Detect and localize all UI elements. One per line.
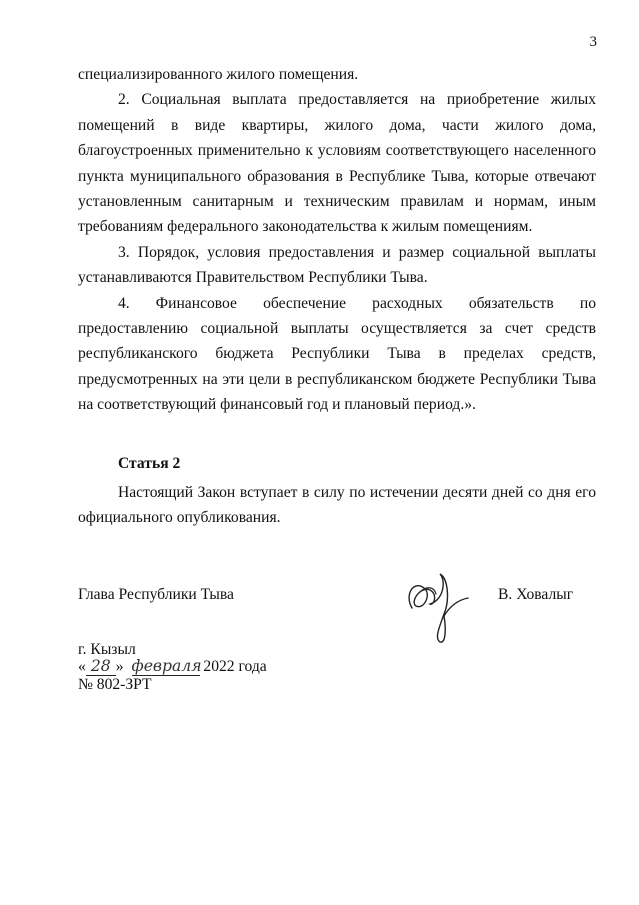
paragraph-3: 3. Порядок, условия предоставления и размер социальной выплаты устанавливаются Правительством Республики Тыва. xyxy=(78,243,596,287)
date-month: февраля xyxy=(131,657,202,675)
date-day: 28 xyxy=(86,657,116,676)
paragraph-continuation: специализированного жилого помещения. xyxy=(78,66,359,83)
signing-date xyxy=(78,657,267,676)
paragraph-2: 2. Социальная выплата предоставляется на приобретение жилых помещений в виде квартиры, жилого дома, части жилого дома, благоустроенных применительно к условиям соответствующего населенного пункта муниципального образования в Республике Тыва, которые отвечают установленным санитарным и техническим правилам и нормам, иным требованиям федерального законодательства к жилым помещениям. xyxy=(78,91,596,236)
page-number: 3 xyxy=(589,34,597,50)
date-year: 2022 года xyxy=(203,658,267,675)
article-heading: Статья 2 xyxy=(118,455,181,472)
article-text: Настоящий Закон вступает в силу по истечении десяти дней со дня его официального опубликования. xyxy=(78,484,596,527)
signing-place: г. Кызыл xyxy=(78,641,136,658)
signatory-title: Глава Республики Тыва xyxy=(78,586,234,603)
article-body xyxy=(78,480,596,531)
signatory-name: В. Ховалыг xyxy=(498,586,574,603)
law-number: № 802-ЗРТ xyxy=(78,676,152,693)
handwritten-signature xyxy=(400,560,475,645)
date-close-quote: » xyxy=(115,658,124,675)
paragraph-4: 4. Финансовое обеспечение расходных обязательств по предоставлению социальной выплаты осуществляется за счет средств республиканского бюджета Республики Тыва в пределах средств, предусмотренных на эти цели в республиканском бюджете Республики Тыва на соответствующий финансовый год и плановый период.». xyxy=(78,294,596,414)
law-text xyxy=(78,62,596,418)
date-open-quote: « xyxy=(78,658,86,675)
